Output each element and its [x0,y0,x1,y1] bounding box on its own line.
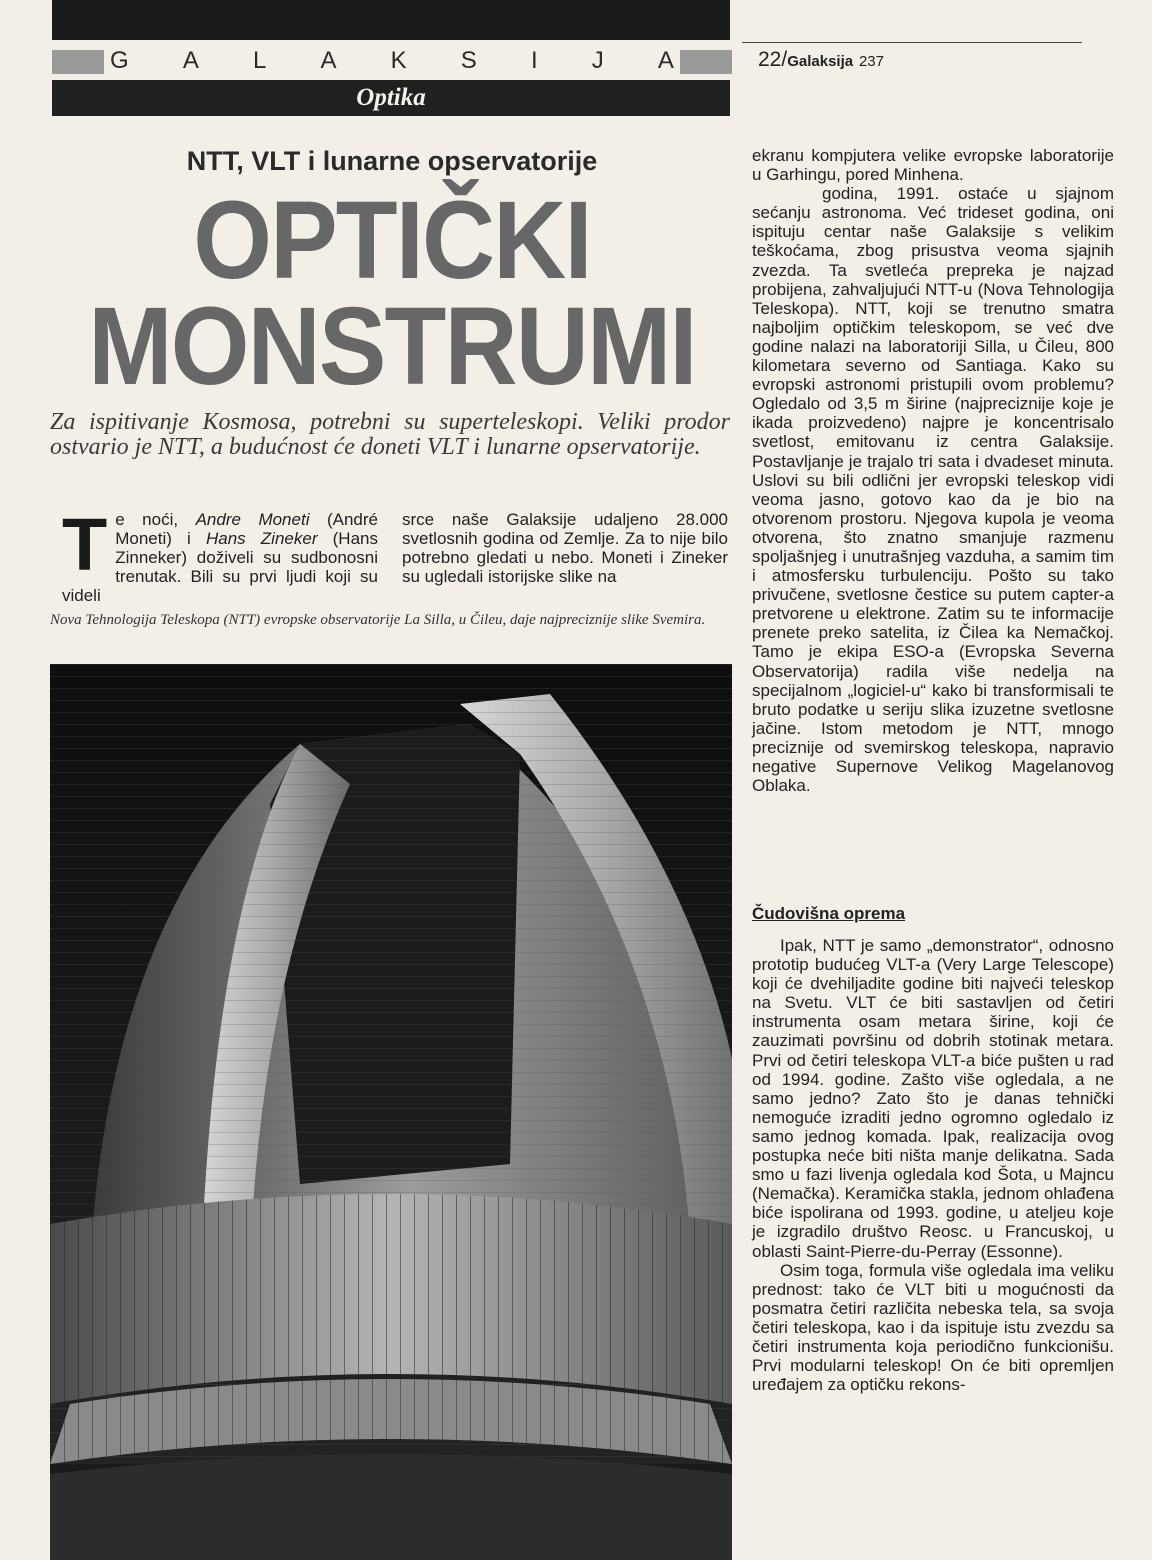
headline-line-1: OPTIČKI [193,179,591,302]
masthead-left-block [52,50,104,74]
right-column-continued [752,936,1114,1394]
intro-column-1 [62,503,378,605]
article-headline [79,179,705,408]
page-num: 237 [858,53,884,70]
masthead-letter: G [110,47,129,74]
headline-line-2: MONSTRUMI [88,285,696,408]
drop-cap: T [62,503,108,586]
intro-text: e noći, [115,510,196,529]
masthead-letter: A [182,47,199,74]
intro-text: (Hans Zinneker) doživeli su sudbonosni trenutak. Bili su prvi ljudi koji su videli [62,529,378,605]
masthead-letter: A [657,47,674,74]
page-number [758,48,884,72]
masthead-letter: J [591,47,604,74]
masthead-letter: K [390,47,407,74]
magazine-name: Galaksija [787,53,854,70]
masthead-letter: L [252,47,267,74]
page-number-rule [742,42,1082,43]
section-subhead: Čudovišna oprema [752,904,906,923]
photo-caption: Nova Tehnologija Teleskopa (NTT) evropske observatorije La Silla, u Čileu, daje najpreciznije slike Svemira. [50,612,706,628]
issue-number: 22/ [758,48,788,71]
masthead [52,46,732,76]
section-title-bar [52,80,730,116]
masthead-letters [110,46,674,76]
masthead-letter: A [320,47,337,74]
paragraph: godina, 1991. ostaće u sjajnom sećanju astronoma. Već trideset godina, oni ispituju centar naše Galaksije s velikim teškoćama, zbog prisustva veoma sjajnih zvezda. Ta svetleća prepreka je najzad probijena, zahvaljujući NTT-u (Nova Tehnologija Teleskopa). NTT, koji se trenutno smatra najboljim optičkim teleskopom, se već dve godine nalazi na laboratoriji Silla, u Čileu, 800 kilometara severno od Santiaga. Kako su evropski astronomi pristupili ovom problemu? Ogledalo od 3,5 m širine (najpreciznije koje je ikada proizvedeno) najpre je koncentrisalo svetlost, emitovanu iz centra Galaksije. Postavljanje je trajalo tri sata i dvadeset minuta. Uslovi su bili odlični jer evropski teleskop vidi veoma jasno, gotovo kao da je bio na otvorenom prostoru. Njegova kupola je veoma otvorena, što znatno smanjuje razmenu spoljašnjeg i unutrašnjeg vazduha, a samim tim i atmosfersku turbulenciju. Pošto su tako privučene, svetlosne čestice su putem capter-a pretvorene u elektrone. Zatim su te informacije prenete preko satelita, iz Čilea ka Nemačkoj. Tamo je ekipa ESO-a (Evropska Severna Observatorija) radila više nedelja na specijalnom „logiciel-u“ kako bi transformisali te bruto podatke u seriju slika izuzetne svetlosne jačine. Istom metodom je NTT, mnogo preciznije od svemirskog teleskopa, napravio negative Supernove Velikog Magelanovog Oblaka. [752,184,1114,796]
person-name: Andre Moneti [195,510,310,529]
masthead-right-block [680,50,732,74]
section-title: Optika [356,84,426,111]
dome-illustration [50,664,732,1560]
paragraph: ekranu kompjutera velike evropske laboratorije u Garhingu, pored Minhena. [752,146,1114,185]
right-column [752,146,1114,795]
intro-text: (André Moneti) i [115,510,378,548]
ntt-dome-photo [50,664,732,1560]
article-lead: Za ispitivanje Kosmosa, potrebni su superteleskopi. Veliki prodor ostvario je NTT, a budućnost će doneti VLT i lunarne opservatorije. [50,409,730,460]
paragraph: Ipak, NTT je samo „demonstrator“, odnosno prototip budućeg VLT-a (Very Large Telescope) koji će dvehiljadite godine biti najveći teleskop na Svetu. VLT će biti sastavljen od četiri instrumenta osam metara širine, koji će zauzimati površinu od dobrih stotinak metara. Prvi od četiri teleskopa VLT-a biće pušten u rad od 1994. godine. Zašto više ogledala, a ne samo jedno? Zato što je danas tehnički nemoguće izraditi jedno ogromno ogledalo iz samo jednog komada. Ipak, realizacija ovog postupka neće biti ništa manje delikatna. Sada smo u fazi livenja ogledala kod Šota, u Majncu (Nemačka). Keramička stakla, jednom ohlađena biće ispolirana od 1993. godine, u ateljeu koje je izgradilo društvo Reosc. u Francuskoj, u oblasti Saint-Pierre-du-Perray (Essonne). [752,936,1114,1261]
person-name: Hans Zineker [205,529,318,548]
masthead-letter: S [460,47,477,74]
article-kicker: NTT, VLT i lunarne opservatorije [186,146,598,176]
paragraph: Osim toga, formula više ogledala ima veliku prednost: tako će VLT biti u mogućnosti da posmatra četiri različita nebeska tela, sa svoja četiri teleskopa, kao i da ispituje istu zvezdu sa četiri instrumenta koja periodično funkcionišu. Prvi modularni teleskop! On će biti opremljen uređajem za optičku rekons- [752,1260,1114,1395]
masthead-letter: I [530,47,538,74]
intro-column-2: srce naše Galaksije udaljeno 28.000 svetlosnih godina od Zemlje. Za to nije bilo potrebno gledati u nebo. Moneti i Zineker su ugledali istorijske slike na [402,510,728,586]
header-black-bar [52,0,730,40]
